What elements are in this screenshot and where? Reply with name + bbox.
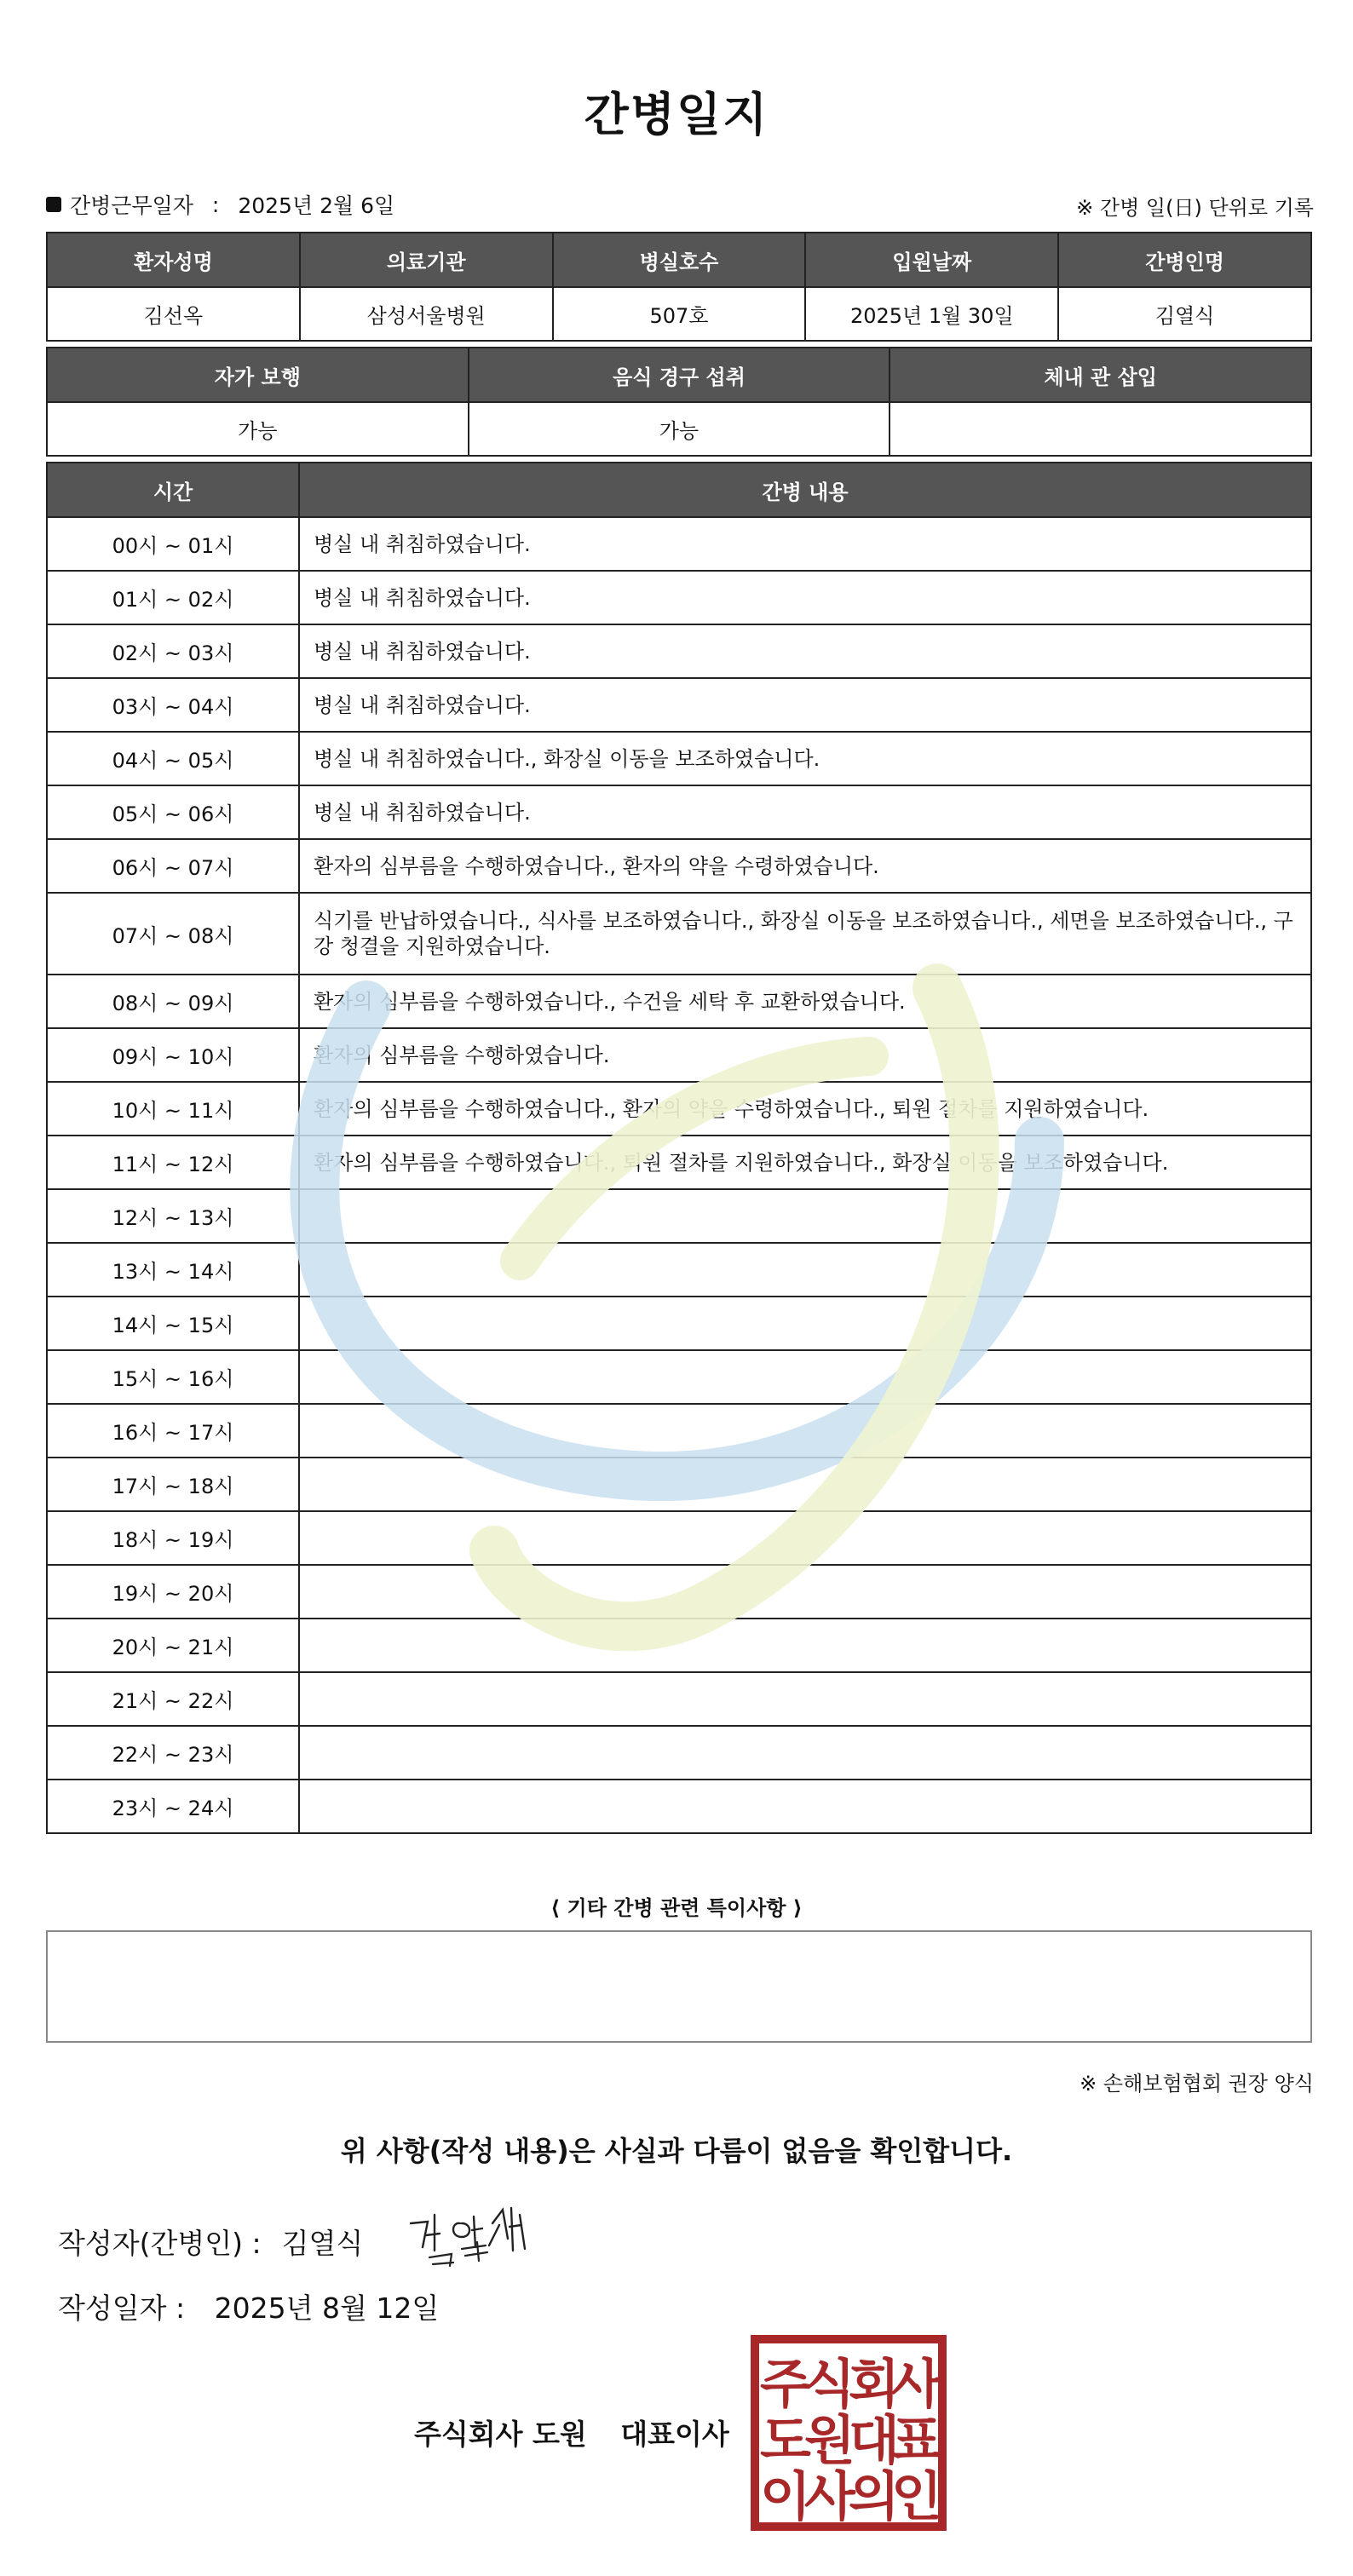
log-header-row	[47, 463, 1311, 517]
log-time-cell: 10시 ~ 11시	[47, 1082, 299, 1136]
table-row	[47, 839, 1311, 893]
table-row	[47, 1082, 1311, 1136]
confirmation-statement: 위 사항(작성 내용)은 사실과 다름이 없음을 확인합니다.	[340, 2135, 1013, 2167]
status-header-row	[47, 348, 1311, 402]
company-line	[414, 2412, 729, 2452]
log-content-cell	[299, 1404, 1311, 1458]
log-content-cell	[299, 1458, 1311, 1511]
log-time-cell: 11시 ~ 12시	[47, 1136, 299, 1189]
log-content-cell	[299, 1297, 1311, 1350]
notes-title: ⟨ 기타 간병 관련 특이사항 ⟩	[550, 1896, 803, 1920]
patient-header-row	[47, 233, 1311, 287]
table-row	[47, 1028, 1311, 1082]
log-content-cell: 식기를 반납하였습니다., 식사를 보조하였습니다., 화장실 이동을 보조하였습니다., 세면을 보조하였습니다., 구강 청결을 지원하였습니다.	[299, 893, 1311, 975]
company-name: 주식회사 도원	[414, 2418, 587, 2451]
log-content-cell: 환자의 심부름을 수행하였습니다., 환자의 약을 수령하였습니다., 퇴원 절차를 지원하였습니다.	[299, 1082, 1311, 1136]
log-time-cell: 17시 ~ 18시	[47, 1458, 299, 1511]
patient-info-table	[46, 232, 1312, 342]
table-row	[47, 1726, 1311, 1780]
log-content-cell: 병실 내 취침하였습니다.	[299, 571, 1311, 624]
work-date	[46, 189, 394, 220]
header-admission-date: 입원날짜	[805, 233, 1058, 287]
header-time: 시간	[47, 463, 299, 517]
header-tube-insertion: 체내 관 삽입	[890, 348, 1311, 402]
header-patient-name: 환자성명	[47, 233, 300, 287]
header-hospital: 의료기관	[300, 233, 553, 287]
svg-text:주: 주	[760, 2353, 811, 2415]
work-date-label: 간병근무일자	[70, 193, 193, 218]
header-self-walking: 자가 보행	[47, 348, 469, 402]
table-row	[47, 624, 1311, 678]
company-seal-stamp	[750, 2334, 947, 2532]
self-walking-value: 가능	[47, 402, 469, 456]
company-title: 대표이사	[620, 2418, 729, 2451]
writer-name: 김열식	[281, 2227, 364, 2260]
svg-text:회: 회	[849, 2353, 900, 2415]
log-time-cell: 01시 ~ 02시	[47, 571, 299, 624]
log-content-cell	[299, 1619, 1311, 1672]
svg-text:식: 식	[804, 2353, 855, 2415]
log-time-cell: 16시 ~ 17시	[47, 1404, 299, 1458]
admission-date: 2025년 1월 30일	[805, 287, 1058, 341]
writer-label: 작성자(간병인) :	[58, 2227, 262, 2260]
log-time-cell: 20시 ~ 21시	[47, 1619, 299, 1672]
patient-status-table	[46, 347, 1312, 457]
svg-text:사: 사	[891, 2353, 942, 2415]
table-row	[47, 1350, 1311, 1404]
log-content-cell: 병실 내 취침하였습니다.	[299, 517, 1311, 571]
table-row	[47, 1189, 1311, 1243]
svg-text:이: 이	[760, 2465, 811, 2527]
log-content-cell: 환자의 심부름을 수행하였습니다., 수건을 세탁 후 교환하였습니다.	[299, 975, 1311, 1028]
table-row	[47, 1565, 1311, 1619]
log-content-cell: 병실 내 취침하였습니다.	[299, 785, 1311, 839]
table-row	[47, 1780, 1311, 1833]
care-log-table	[46, 462, 1312, 1834]
header-care-content: 간병 내용	[299, 463, 1311, 517]
log-content-cell: 병실 내 취침하였습니다.	[299, 624, 1311, 678]
table-row	[47, 1458, 1311, 1511]
log-content-cell: 환자의 심부름을 수행하였습니다., 퇴원 절차를 지원하였습니다., 화장실 이동을 보조하였습니다.	[299, 1136, 1311, 1189]
work-date-value: 2025년 2월 6일	[238, 193, 395, 218]
table-row	[47, 1243, 1311, 1297]
table-row	[47, 571, 1311, 624]
log-content-cell	[299, 1189, 1311, 1243]
bullet-square-icon	[46, 197, 61, 212]
svg-text:사: 사	[804, 2465, 855, 2527]
svg-text:원: 원	[804, 2409, 855, 2471]
log-time-cell: 07시 ~ 08시	[47, 893, 299, 975]
log-time-cell: 18시 ~ 19시	[47, 1511, 299, 1565]
writer-line	[58, 2222, 363, 2262]
header-oral-intake: 음식 경구 섭취	[469, 348, 890, 402]
table-row	[47, 1297, 1311, 1350]
table-row	[47, 732, 1311, 785]
patient-name: 김선옥	[47, 287, 300, 341]
log-content-cell	[299, 1780, 1311, 1833]
log-time-cell: 06시 ~ 07시	[47, 839, 299, 893]
table-row	[47, 785, 1311, 839]
svg-text:인: 인	[891, 2465, 942, 2527]
log-time-cell: 15시 ~ 16시	[47, 1350, 299, 1404]
page-title: 간병일지	[584, 88, 769, 141]
table-row	[47, 678, 1311, 732]
log-content-cell: 환자의 심부름을 수행하였습니다., 환자의 약을 수령하였습니다.	[299, 839, 1311, 893]
log-content-cell	[299, 1511, 1311, 1565]
log-time-cell: 05시 ~ 06시	[47, 785, 299, 839]
log-time-cell: 21시 ~ 22시	[47, 1672, 299, 1726]
room-number: 507호	[553, 287, 806, 341]
header-caregiver: 간병인명	[1058, 233, 1311, 287]
recommend-note: ※ 손해보험협회 권장 양식	[1080, 2072, 1314, 2096]
svg-text:대: 대	[849, 2409, 900, 2471]
notes-box	[46, 1930, 1312, 2043]
written-date-label: 작성일자 :	[58, 2291, 186, 2325]
log-content-cell	[299, 1672, 1311, 1726]
table-row	[47, 1511, 1311, 1565]
handwritten-signature	[400, 2198, 545, 2274]
svg-text:의: 의	[849, 2465, 900, 2527]
table-row	[47, 1672, 1311, 1726]
log-time-cell: 13시 ~ 14시	[47, 1243, 299, 1297]
log-time-cell: 12시 ~ 13시	[47, 1189, 299, 1243]
log-content-cell: 병실 내 취침하였습니다., 화장실 이동을 보조하였습니다.	[299, 732, 1311, 785]
hospital: 삼성서울병원	[300, 287, 553, 341]
log-time-cell: 22시 ~ 23시	[47, 1726, 299, 1780]
patient-value-row	[47, 287, 1311, 341]
table-row	[47, 893, 1311, 975]
status-value-row	[47, 402, 1311, 456]
log-time-cell: 02시 ~ 03시	[47, 624, 299, 678]
log-time-cell: 04시 ~ 05시	[47, 732, 299, 785]
svg-text:표: 표	[891, 2409, 942, 2471]
log-time-cell: 19시 ~ 20시	[47, 1565, 299, 1619]
oral-intake-value: 가능	[469, 402, 890, 456]
log-time-cell: 00시 ~ 01시	[47, 517, 299, 571]
log-time-cell: 09시 ~ 10시	[47, 1028, 299, 1082]
table-row	[47, 1619, 1311, 1672]
tube-insertion-value	[890, 402, 1311, 456]
log-time-cell: 08시 ~ 09시	[47, 975, 299, 1028]
svg-text:도: 도	[760, 2409, 811, 2471]
table-row	[47, 1136, 1311, 1189]
log-content-cell: 병실 내 취침하였습니다.	[299, 678, 1311, 732]
caregiver-name: 김열식	[1058, 287, 1311, 341]
log-time-cell: 03시 ~ 04시	[47, 678, 299, 732]
log-content-cell	[299, 1565, 1311, 1619]
log-content-cell	[299, 1243, 1311, 1297]
header-room: 병실호수	[553, 233, 806, 287]
written-date-value: 2025년 8월 12일	[214, 2291, 440, 2325]
table-row	[47, 975, 1311, 1028]
log-time-cell: 23시 ~ 24시	[47, 1780, 299, 1833]
log-content-cell	[299, 1726, 1311, 1780]
record-note: ※ 간병 일(日) 단위로 기록	[1076, 196, 1314, 220]
log-content-cell: 환자의 심부름을 수행하였습니다.	[299, 1028, 1311, 1082]
table-row	[47, 517, 1311, 571]
log-time-cell: 14시 ~ 15시	[47, 1297, 299, 1350]
log-content-cell	[299, 1350, 1311, 1404]
written-date-line	[58, 2286, 439, 2326]
table-row	[47, 1404, 1311, 1458]
work-date-colon: :	[211, 192, 220, 217]
